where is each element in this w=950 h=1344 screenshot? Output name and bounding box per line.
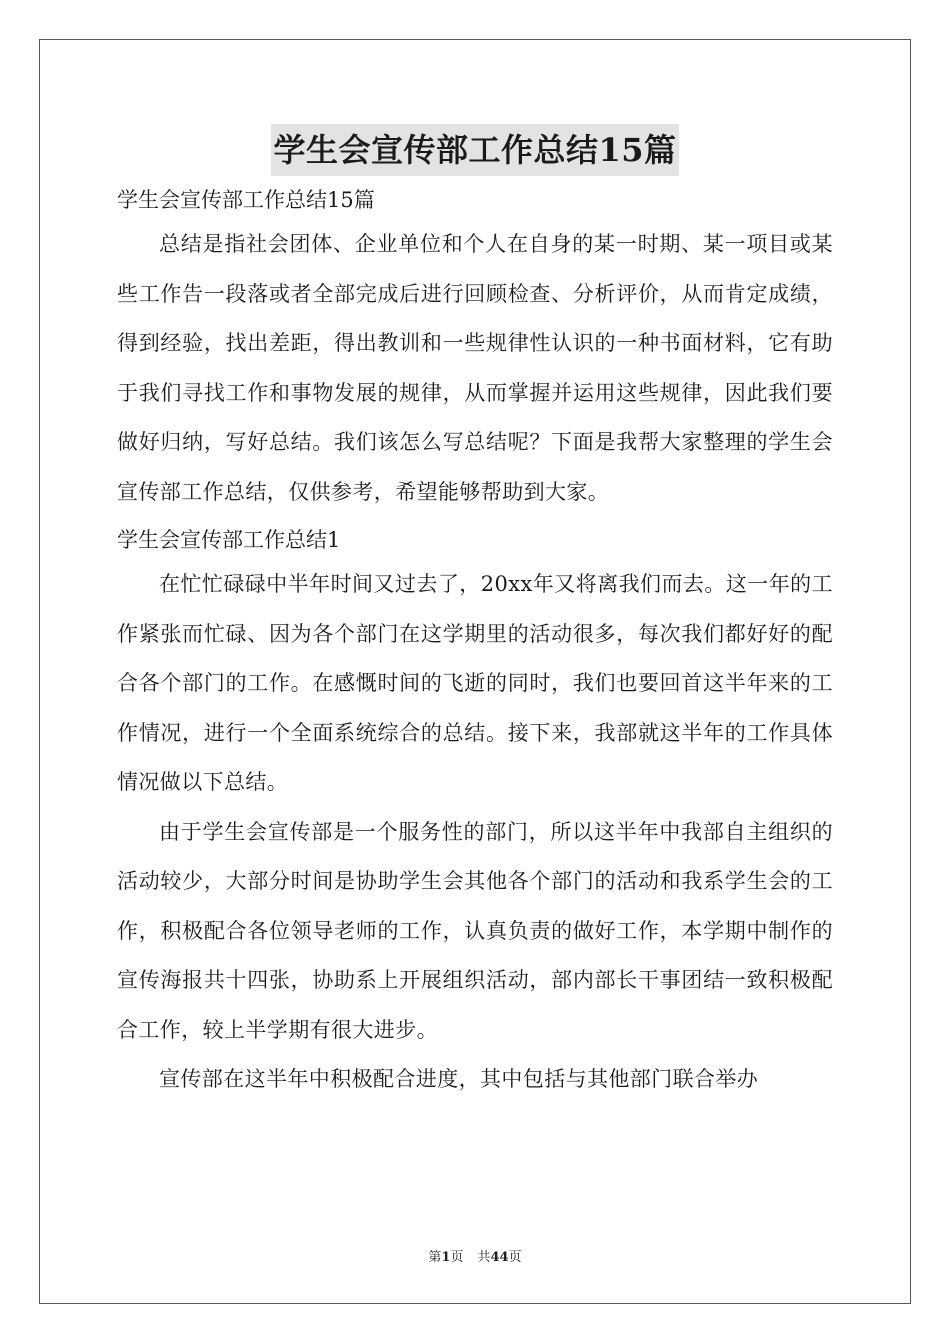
body-paragraph: 宣传部在这半年中积极配合进度，其中包括与其他部门联合举办	[159, 1067, 759, 1091]
title-area	[0, 124, 950, 176]
body-paragraph: 由于学生会宣传部是一个服务性的部门，所以这半年中我部自主组织的活动较少，大部分时间是协助学生会其他各个部门的活动和我系学生会的工作，积极配合各位领导老师的工作，认真负责的做好工作，本学期中制作的宣传海报共十四张，协助系上开展组织活动，部内部长干事团结一致积极配合工作，较上半学期有很大进步。	[117, 819, 833, 1042]
page-total: 共44页	[477, 1250, 522, 1265]
document-title: 学生会宣传部工作总结15篇	[271, 124, 678, 176]
document-subtitle: 学生会宣传部工作总结15篇	[117, 188, 375, 212]
section-heading: 学生会宣传部工作总结1	[117, 528, 341, 552]
document-body	[117, 180, 833, 1105]
body-paragraph: 在忙忙碌碌中半年时间又过去了，20xx年又将离我们而去。这一年的工作紧张而忙碌、因为各个部门在这学期里的活动很多，每次我们都好好的配合各个部门的工作。在感慨时间的飞逝的同时，我们也要回首这半年来的工作情况，进行一个全面系统综合的总结。接下来，我部就这半年的工作具体情况做以下总结。	[117, 572, 833, 794]
page-footer	[0, 1246, 950, 1265]
page-number: 第1页	[428, 1250, 464, 1265]
intro-paragraph: 总结是指社会团体、企业单位和个人在自身的某一时期、某一项目或某些工作告一段落或者全部完成后进行回顾检查、分析评价，从而肯定成绩，得到经验，找出差距，得出教训和一些规律性认识的一种书面材料，它有助于我们寻找工作和事物发展的规律，从而掌握并运用这些规律，因此我们要做好归纳，写好总结。我们该怎么写总结呢？下面是我帮大家整理的学生会宣传部工作总结，仅供参考，希望能够帮助到大家。	[117, 232, 833, 504]
